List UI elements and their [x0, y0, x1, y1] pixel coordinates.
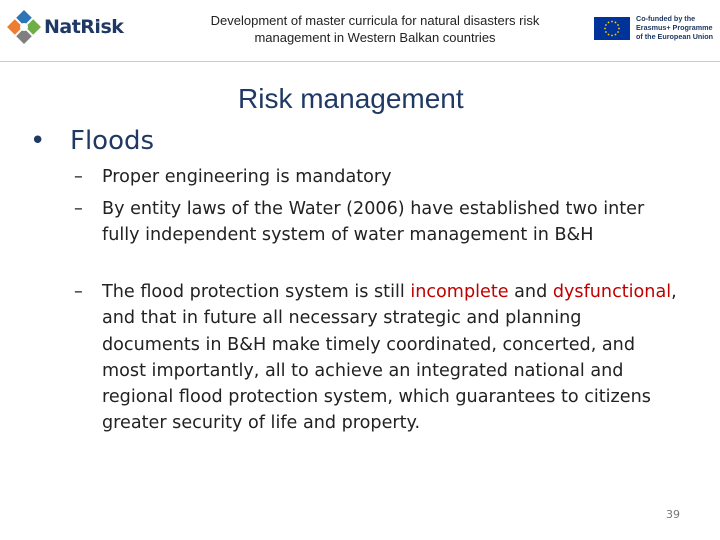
- dash-marker: –: [74, 282, 83, 302]
- sub-bullet-text: Proper engineering is mandatory: [102, 167, 392, 187]
- natrisk-logo-text: NatRisk: [44, 16, 124, 38]
- bullet-marker: •: [30, 126, 46, 156]
- text-run: , and that in future all necessary strategic and planning documents in B&H make timely coordinated, concerted, and most importantly, all to achieve an integrated national and regional flood protection system, which guarantees to citizens greater security of life and property.: [102, 282, 677, 434]
- sub-bullet-flood-protection: [74, 279, 684, 437]
- highlight-dysfunctional: dysfunctional: [552, 282, 672, 302]
- sub-bullet-engineering: [74, 164, 684, 190]
- natrisk-logo: [4, 5, 124, 49]
- sub-bullet-text: By entity laws of the Water (2006) have established two inter fully independent system of water management in B&H: [102, 199, 645, 246]
- eu-cofunding-text: Co-funded by the Erasmus+ Programme of the European Union: [636, 14, 714, 41]
- text-run: and: [508, 282, 553, 302]
- project-title: Development of master curricula for natural disasters risk management in Western Balkan countries: [210, 13, 540, 45]
- slide-header: [0, 0, 720, 63]
- bullet-floods-text: Floods: [70, 126, 155, 156]
- sub-bullet-text: [74, 279, 684, 437]
- dash-marker: –: [74, 199, 83, 219]
- page-number: 39: [666, 508, 680, 521]
- highlight-incomplete: incomplete: [410, 282, 509, 302]
- eu-cofunding-badge: [594, 15, 718, 41]
- dash-marker: –: [74, 167, 83, 187]
- bullet-floods: [30, 125, 154, 157]
- sub-bullet-water-laws: [74, 196, 684, 249]
- eu-flag-icon: [594, 17, 630, 40]
- slide-title: Risk management: [238, 83, 464, 114]
- header-divider: [0, 61, 720, 62]
- text-run: The flood protection system is still: [102, 282, 411, 302]
- natrisk-emblem-icon: [4, 5, 44, 49]
